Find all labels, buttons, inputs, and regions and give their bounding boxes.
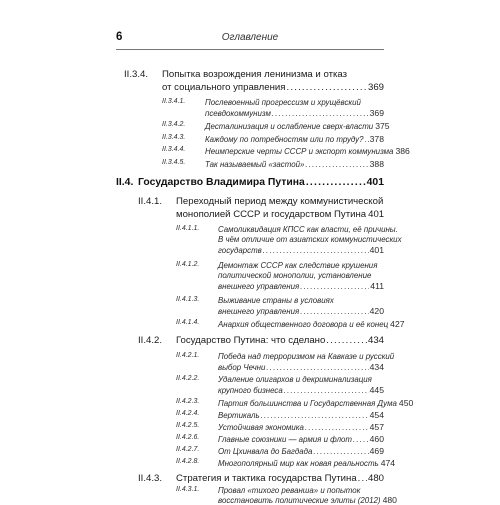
toc-entry-title-line: восстановить политические элиты (2012): [218, 496, 381, 505]
toc-entry-number: II.4.2.2.: [176, 375, 200, 382]
toc-entry-title-line: монополией СССР и государством Путина: [176, 209, 367, 220]
toc-entry-page: 457: [369, 422, 384, 432]
dot-leader: [306, 177, 366, 188]
dot-leader: [358, 473, 367, 484]
toc-entry-title-line: Удаление олигархов и декриминализация: [218, 375, 372, 384]
toc-entry-title-line: крупного бизнеса: [218, 386, 283, 395]
toc-entry-page: 388: [369, 159, 384, 169]
toc-entry-title-line: Переходный период между коммунистической: [176, 196, 384, 207]
toc-entry-title-line: Послевоенный прогрессизм и хрущёвский: [205, 98, 361, 107]
toc-entry-title-line: Неимперские черты СССР и экспорт коммунизма: [205, 147, 394, 156]
dot-leader: [261, 411, 369, 420]
page-number: 6: [116, 31, 123, 43]
toc-entry-number: II.3.4.3.: [162, 134, 186, 141]
toc-entry-number: II.4.1.3.: [176, 296, 200, 303]
dot-leader: [284, 386, 369, 395]
toc-entry-title-line: Демонтаж СССР как следствие крушения: [218, 261, 378, 270]
dot-leader: [365, 135, 369, 144]
toc-entry-title-line: внешнего управления: [218, 307, 300, 316]
toc-entry-number: II.4.1.: [138, 196, 162, 207]
toc-entry-number: II.4.1.2.: [176, 261, 200, 268]
dot-leader: [272, 109, 369, 118]
dot-leader: [266, 363, 368, 372]
toc-entry-page: 460: [369, 434, 384, 444]
toc-entry-number: II.4.2.8.: [176, 458, 200, 465]
toc-entry-number: II.3.4.5.: [162, 159, 186, 166]
toc-entry-title-line: Так называемый «застой»: [205, 160, 305, 169]
toc-entry-title-line: Вертикаль: [218, 411, 260, 420]
toc-entry-title-line: от социального управления: [162, 82, 286, 93]
toc-entry-page: 375: [375, 121, 390, 131]
toc-entry-title-line: псевдокоммунизм: [205, 109, 271, 118]
dot-leader: [300, 282, 369, 291]
toc-entry-number: II.4.2.6.: [176, 434, 200, 441]
toc-entry-page: 369: [369, 108, 384, 118]
toc-entry-page: 445: [369, 385, 384, 395]
toc-entry-title-line: Выживание страны в условиях: [218, 296, 334, 305]
toc-entry-number: II.4.2.4.: [176, 410, 200, 417]
toc-entry-number: II.4.: [116, 177, 134, 188]
toc-entry-page: 450: [398, 398, 414, 408]
toc-entry-page: 480: [367, 473, 384, 484]
toc-entry-number: II.4.2.5.: [176, 422, 200, 429]
toc-entry-page: 480: [382, 495, 397, 505]
toc-entry-number: II.4.1.4.: [176, 319, 200, 326]
toc-entry-title-line: Каждому по потребностям или по труду?: [205, 135, 364, 144]
toc-entry-title-line: Государство Владимира Путина: [138, 177, 305, 188]
toc-entry-title-line: Стратегия и тактика государства Путина: [176, 473, 357, 484]
toc-entry-title-line: Провал «тихого реванша» и попыток: [218, 486, 361, 495]
toc-entry-page: 401: [369, 245, 384, 255]
toc-entry-title-line: политической монополии, установление: [218, 271, 372, 280]
toc-entry-page: 434: [369, 362, 384, 372]
dot-leader: [313, 447, 368, 456]
toc-entry-number: II.3.4.4.: [162, 146, 186, 153]
dot-leader: [353, 435, 369, 444]
toc-entry-number: II.4.3.1.: [176, 486, 200, 493]
toc-entry-number: II.4.2.: [138, 335, 162, 346]
toc-entry-title-line: Попытка возрождения ленинизма и отказ: [162, 69, 347, 80]
toc-entry-title-line: государств: [218, 246, 262, 255]
dot-leader: [300, 307, 368, 316]
toc-entry-number: II.4.2.1.: [176, 352, 200, 359]
toc-entry-title-line: выбор Чечни: [218, 363, 266, 372]
toc-entry-page: 434: [367, 335, 384, 346]
toc-entry-page: 427: [390, 319, 405, 329]
toc-entry-page: 411: [370, 281, 384, 291]
toc-entry-title-line: Устойчивая экономика: [218, 423, 304, 432]
toc-entry-title-line: Десталинизация и ослабление сверх-власти: [205, 122, 374, 131]
toc-entry-title-line: Многополярный мир как новая реальность: [218, 459, 379, 468]
toc-entry-page: 378: [369, 134, 384, 144]
toc-entry-page: 401: [366, 177, 384, 188]
toc-entry-title-line: внешнего управления: [218, 282, 300, 291]
dot-leader: [305, 423, 369, 432]
toc-entry-number: II.4.2.7.: [176, 446, 200, 453]
toc-entry-page: 401: [368, 209, 385, 220]
toc-entry-page: 454: [369, 410, 384, 420]
toc-entry-number: II.3.4.2.: [162, 121, 186, 128]
toc-entry-title-line: Победа над терроризмом на Кавказе и русский: [218, 352, 395, 361]
toc-entry-page: 369: [367, 82, 384, 93]
running-title: Оглавление: [221, 32, 279, 43]
dot-leader: [326, 335, 367, 346]
toc-entry-page: 474: [380, 458, 396, 468]
dot-leader: [263, 246, 369, 255]
toc-entry-number: II.4.2.3.: [176, 398, 200, 405]
toc-entry-number: II.3.4.: [124, 69, 148, 80]
dot-leader: [286, 82, 367, 93]
toc-entry-number: II.3.4.1.: [162, 98, 186, 105]
dot-leader: [305, 160, 368, 169]
toc-entry-number: II.4.1.1.: [176, 225, 200, 232]
toc-entry-page: 469: [369, 446, 384, 456]
toc-entry-title-line: Самоликвидация КПСС как власти, её причины.: [218, 225, 398, 234]
toc-entry-title-line: Главные союзники — армия и флот: [218, 435, 352, 444]
toc-entry-title-line: В чём отличие от азиатских коммунистических: [218, 235, 402, 244]
toc-entry-title-line: Государство Путина: что сделано: [176, 335, 326, 346]
toc-entry-title-line: Анархия общественного договора и её конец: [218, 320, 389, 329]
toc-entry-title-line: От Цхинвала до Багдада: [218, 447, 313, 456]
toc-entry-page: 386: [395, 146, 410, 156]
toc-entry-title-line: Партия большинства и Государственная Дума: [218, 399, 397, 408]
toc-entry-page: 420: [369, 306, 384, 316]
toc-entry-number: II.4.3.: [138, 473, 162, 484]
